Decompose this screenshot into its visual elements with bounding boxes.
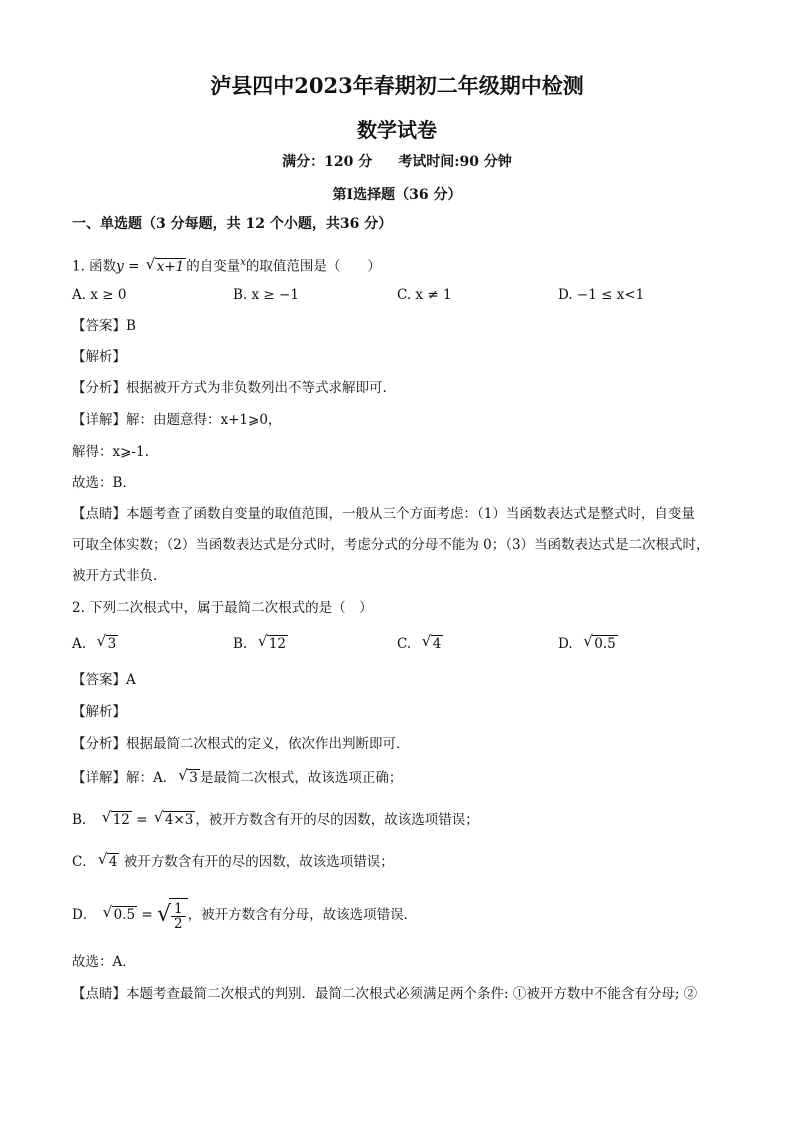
question-2-stem: 2. 下列二次根式中，属于最简二次根式的是（ ） [72,600,373,616]
part-heading: 一、单选题（3 分每题，共 12 个小题，共36 分） [72,216,393,232]
q2-xiangjie-pre: 【详解】解：A． [72,770,177,786]
q2-line-d [72,898,417,933]
q1-option-a: A. x ≥ 0 [72,287,127,303]
q2-b-radicand-2: 4×3 [164,812,194,828]
exam-subtitle: 数学试卷 [357,118,437,142]
q2-b-post: ，被开方数含有开的尽的因数，故该选项错误； [195,812,479,828]
q2-b-sqrt-2: √ 4×3 [153,808,194,828]
q1-xiangjie: 【详解】解：由题意得：x+1⩾0， [72,412,282,428]
q1-option-c: C. x ≠ 1 [397,287,452,303]
q2-opt-b-sqrt: √ 12 [257,632,286,652]
q2-xiangjie-sqrt: √ 3 [178,766,198,786]
q2-option-c [397,634,443,654]
q2-d-post: ，被开方数含有分母，故该选项错误． [187,907,418,923]
q2-dianjing: 【点睛】本题考查最简二次根式的判别．最简二次根式必须满足两个条件: ①被开方数中不能含有分母; ② [72,986,698,1002]
q2-opt-a-sqrt: √ 3 [96,632,117,652]
q2-d-fraction [171,902,186,931]
q1-option-d: D. −1 ≤ x<1 [558,287,645,303]
q2-option-b [233,634,288,654]
q2-line-c [72,852,394,872]
q1-expr-lhs: y = [116,258,144,275]
q1-post: 的取值范围是（ ） [245,258,381,275]
full-score: 满分：120 分 [282,154,373,170]
q2-opt-c-label: C. [397,636,412,652]
q2-opt-d-label: D. [558,636,573,652]
q1-pre: 1. 函数 [72,258,117,275]
q2-c-post: 被开方数含有开的尽的因数，故该选项错误； [123,854,394,870]
q2-opt-d-sqrt: √ 0.5 [583,632,616,652]
q2-d-radicand: 0.5 [113,907,136,923]
q2-d-big-sqrt: √ $\frac{1}{2}$ [157,898,188,933]
q2-fenxi: 【分析】根据最简二次根式的定义，依次作出判断即可． [72,736,410,752]
q2-opt-c-sqrt: √ 4 [421,632,442,652]
exam-title: 泸县四中2023年春期初二年级期中检测 [210,73,584,98]
q1-dianjing-1: 【点睛】本题考查了函数自变量的取值范围，一般从三个方面考虑：（1）当函数表达式是整式时，自变量 [72,506,695,522]
q1-option-b: B. x ≥ −1 [233,287,299,303]
q2-d-denominator: 2 [174,916,183,932]
q1-dianjing-2: 可取全体实数；（2）当函数表达式是分式时，考虑分式的分母不能为 0；（3）当函数表达式是二次根式时， [72,537,710,553]
q2-opt-b-radicand: 12 [268,636,286,652]
q2-b-radicand-1: 12 [112,812,130,828]
q2-xiangjie [72,768,402,788]
q2-d-numerator: 1 [171,902,186,917]
q2-d-sqrt: √ 0.5 [102,903,136,923]
exam-time: 考试时间:90 分钟 [398,154,512,170]
q2-b-sqrt-1: √ 12 [101,808,130,828]
q2-opt-b-label: B. [233,636,248,652]
section-heading: 第Ⅰ选择题（36 分） [332,187,462,203]
q2-opt-c-radicand: 4 [432,636,442,652]
q2-b-eq: = [131,812,152,828]
q2-opt-d-radicand: 0.5 [594,636,616,652]
q2-opt-a-radicand: 3 [107,636,117,652]
q2-c-sqrt: √ 4 [97,850,118,870]
q1-jiede: 解得：x⩾-1. [72,444,149,460]
q2-c-radicand: 4 [108,854,118,870]
q1-answer: 【答案】B [72,318,136,334]
q2-d-pre: D． [72,907,97,923]
q1-fenxi: 【分析】根据被开方式为非负数列出不等式求解即可. [72,380,387,396]
q2-b-pre: B． [72,812,96,828]
q2-guxuan: 故选：A． [72,954,136,970]
q1-dianjing-3: 被开方式非负. [72,568,158,584]
question-1-stem [72,253,381,277]
q2-d-eq: = [137,907,158,923]
q2-line-b [72,810,479,830]
q1-analysis-label: 【解析】 [72,349,126,365]
q1-guxuan: 故选：B. [72,475,127,491]
q2-option-a [72,634,118,654]
q1-sqrt: √ x+1 [145,254,185,275]
q2-option-d [558,634,618,654]
q2-xiangjie-radicand: 3 [189,770,198,786]
q2-c-pre: C． [72,854,96,870]
q1-mid: 的自变量 [186,258,241,275]
q1-radicand: x+1 [156,258,185,275]
q2-answer: 【答案】A [72,672,136,688]
q2-xiangjie-post: 是最简二次根式，故该选项正确； [199,770,403,786]
exam-meta [0,151,794,171]
q1-var: x [240,257,246,268]
q2-opt-a-label: A. [72,636,87,652]
q2-analysis-label: 【解析】 [72,704,126,720]
